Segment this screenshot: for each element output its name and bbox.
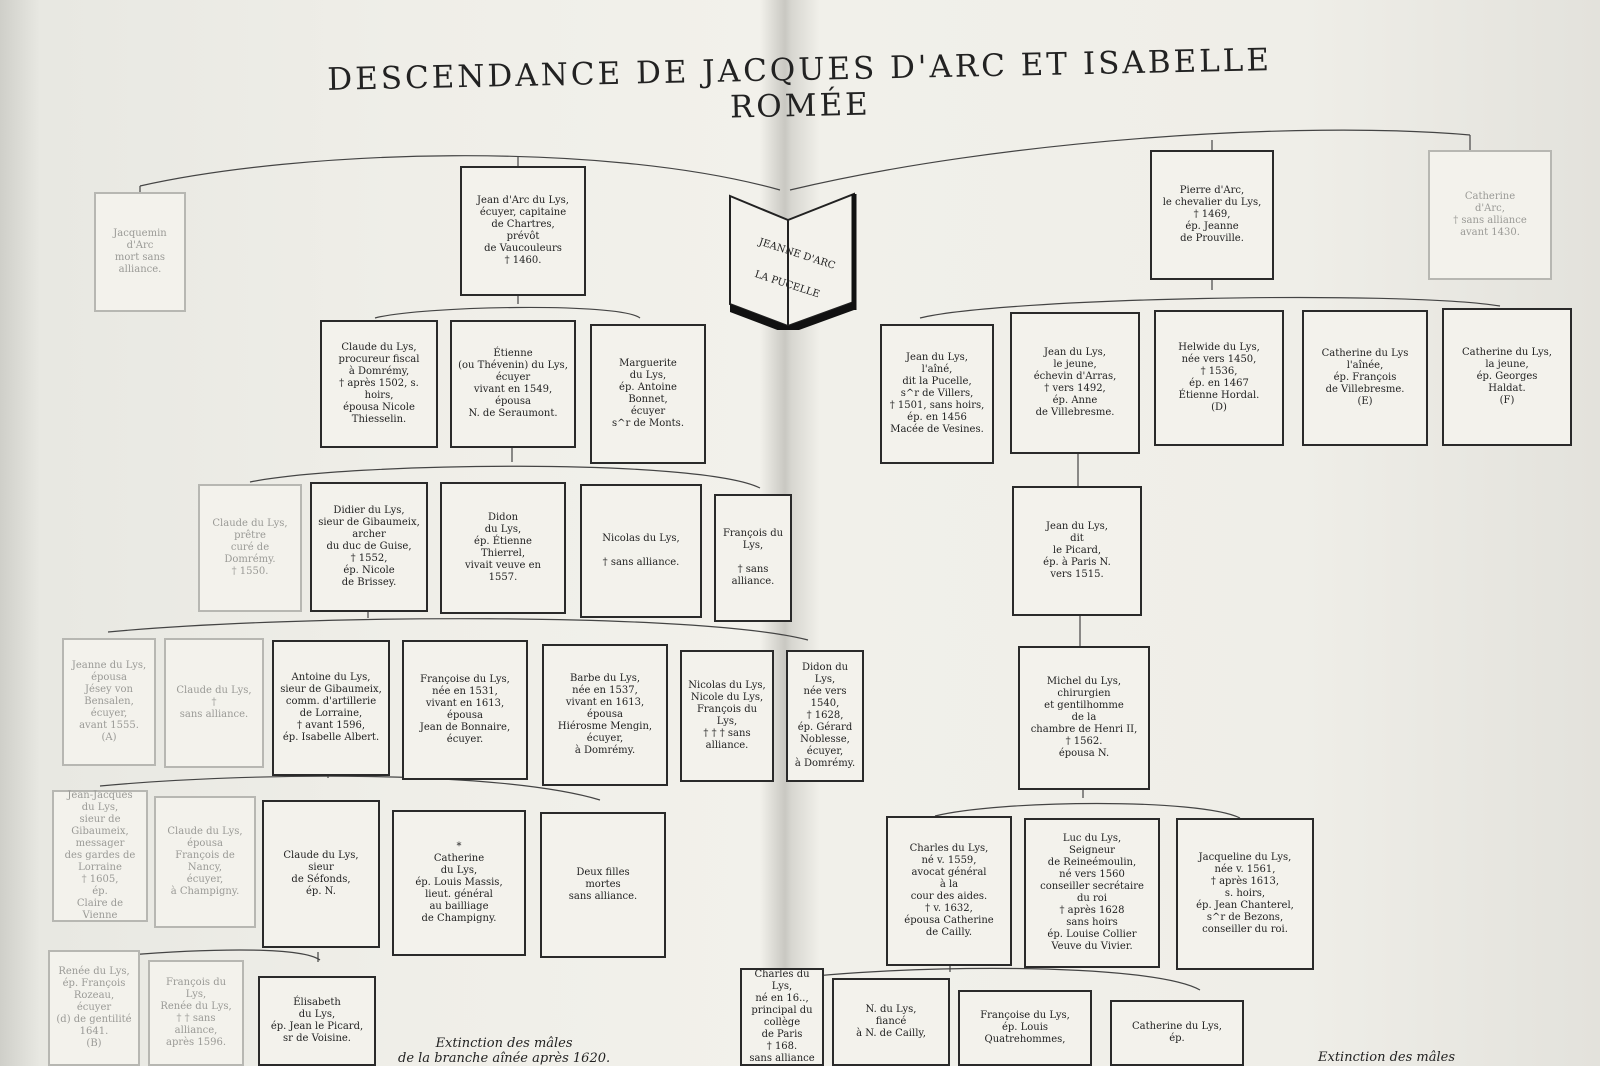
person-box-renee-du-lys: Renée du Lys, ép. François Rozeau, écuyer (d) de gentilité 1641. (B) [48,950,140,1066]
person-box-francois-du-lys: François du Lys, † sans alliance. [714,494,792,622]
person-box-n-du-lys: N. du Lys, fiancé à N. de Cailly, [832,978,950,1066]
person-box-barbe-du-lys: Barbe du Lys, née en 1537, vivant en 1613, épousa Hiérosme Mengin, écuyer, à Domrémy. [542,644,668,786]
person-box-catherine-du-lys-massis: * Catherine du Lys, ép. Louis Massis, lieut. général au bailliage de Champigny. [392,810,526,956]
person-box-claude-du-lys-gen4: Claude du Lys, † sans alliance. [164,638,264,768]
person-box-jean-du-lys-picard: Jean du Lys, dit le Picard, ép. à Paris N. vers 1515. [1012,486,1142,616]
person-box-francoise-du-lys-gen6: Françoise du Lys, ép. Louis Quatrehommes, [958,990,1092,1066]
person-box-claude-du-lys-nancy: Claude du Lys, épousa François de Nancy, écuyer, à Champigny. [154,796,256,928]
person-box-marguerite-du-lys: Marguerite du Lys, ép. Antoine Bonnet, écuyer s^r de Monts. [590,324,706,464]
person-box-etienne-du-lys: Étienne (ou Thévenin) du Lys, écuyer vivant en 1549, épousa N. de Seraumont. [450,320,576,448]
person-box-antoine-du-lys: Antoine du Lys, sieur de Gibaumeix, comm. d'artillerie de Lorraine, † avant 1596, ép. Isabelle Albert. [272,640,390,776]
person-box-jean-du-lys-aine: Jean du Lys, l'aîné, dit la Pucelle, s^r de Villers, † 1501, sans hoirs, ép. en 1456 Macée de Vesines. [880,324,994,464]
person-box-jeanne-du-lys: Jeanne du Lys, épousa Jésey von Bensalen, écuyer, avant 1555. (A) [62,638,156,766]
person-box-pierre-darc: Pierre d'Arc, le chevalier du Lys, † 1469, ép. Jeanne de Prouville. [1150,150,1274,280]
jeanne-darc-label: JEANNE D'ARC LA PUCELLE [753,236,837,301]
person-box-nicolas-du-lys: Nicolas du Lys, † sans alliance. [580,484,702,618]
person-box-helwide-du-lys: Helwide du Lys, née vers 1450, † 1536, ép. en 1467 Étienne Hordal. (D) [1154,310,1284,446]
person-box-claude-du-lys-sefonds: Claude du Lys, sieur de Séfonds, ép. N. [262,800,380,948]
person-box-didon-du-lys: Didon du Lys, ép. Étienne Thierrel, vivait veuve en 1557. [440,482,566,614]
person-box-didier-du-lys: Didier du Lys, sieur de Gibaumeix, archer du duc de Guise, † 1552, ép. Nicole de Brissey. [310,482,428,612]
person-box-deux-filles: Deux filles mortes sans alliance. [540,812,666,958]
person-box-claude-du-lys-pretre: Claude du Lys, prêtre curé de Domrémy. † 1550. [198,484,302,612]
person-box-jean-darc-du-lys: Jean d'Arc du Lys, écuyer, capitaine de Chartres, prévôt de Vaucouleurs † 1460. [460,166,586,296]
person-box-jacqueline-du-lys: Jacqueline du Lys, née v. 1561, † après 1613, s. hoirs, ép. Jean Chanterel, s^r de Bezons, conseiller du roi. [1176,818,1314,970]
person-box-jacquemin: Jacquemin d'Arc mort sans alliance. [94,192,186,312]
person-box-jean-jacques-du-lys: Jean-Jacques du Lys, sieur de Gibaumeix, messager des gardes de Lorraine † 1605, ép. Claire de Vienne [52,790,148,922]
person-box-charles-du-lys-gen6: Charles du Lys, né en 16.., principal du collège de Paris † 168. sans alliance [740,968,824,1066]
person-box-claude-du-lys: Claude du Lys, procureur fiscal à Domrémy, † après 1502, s. hoirs, épousa Nicole Thiesselin. [320,320,438,448]
person-box-catherine-darc: Catherine d'Arc, † sans alliance avant 1430. [1428,150,1552,280]
person-box-nicolas-nicole-francois: Nicolas du Lys, Nicole du Lys, François du Lys, † † † sans alliance. [680,650,774,782]
person-box-francois-renee-du-lys: François du Lys, Renée du Lys, † † sans alliance, après 1596. [148,960,244,1066]
person-box-elisabeth-du-lys: Élisabeth du Lys, ép. Jean le Picard, sr de Voisine. [258,976,376,1066]
extinction-note-right: Extinction des mâles [1318,1050,1455,1065]
page-title: DESCENDANCE DE JACQUES D'ARC ET ISABELLE ROMÉE [326,42,1273,126]
person-box-jean-du-lys-jeune: Jean du Lys, le jeune, échevin d'Arras, † vers 1492, ép. Anne de Villebresme. [1010,312,1140,454]
person-box-charles-du-lys: Charles du Lys, né v. 1559, avocat général à la cour des aides. † v. 1632, épousa Catherine de Cailly. [886,816,1012,966]
person-box-luc-du-lys: Luc du Lys, Seigneur de Reineémoulin, né vers 1560 conseiller secrétaire du roi † après 1628 sans hoirs ép. Louise Collier Veuve du Vivier. [1024,818,1160,968]
person-box-didon-du-lys-gen4: Didon du Lys, née vers 1540, † 1628, ép. Gérard Noblesse, écuyer, à Domrémy. [786,650,864,782]
person-box-catherine-du-lys-gen6: Catherine du Lys, ép. [1110,1000,1244,1066]
person-box-catherine-du-lys-ainee: Catherine du Lys l'aînée, ép. François de Villebresme. (E) [1302,310,1428,446]
extinction-note-left: Extinction des mâles de la branche aînée après 1620. [398,1036,611,1066]
person-box-francoise-du-lys: Françoise du Lys, née en 1531, vivant en 1613, épousa Jean de Bonnaire, écuyer. [402,640,528,780]
person-box-michel-du-lys: Michel du Lys, chirurgien et gentilhomme de la chambre de Henri II, † 1562. épousa N. [1018,646,1150,790]
person-box-catherine-du-lys-jeune: Catherine du Lys, la jeune, ép. Georges Haldat. (F) [1442,308,1572,446]
